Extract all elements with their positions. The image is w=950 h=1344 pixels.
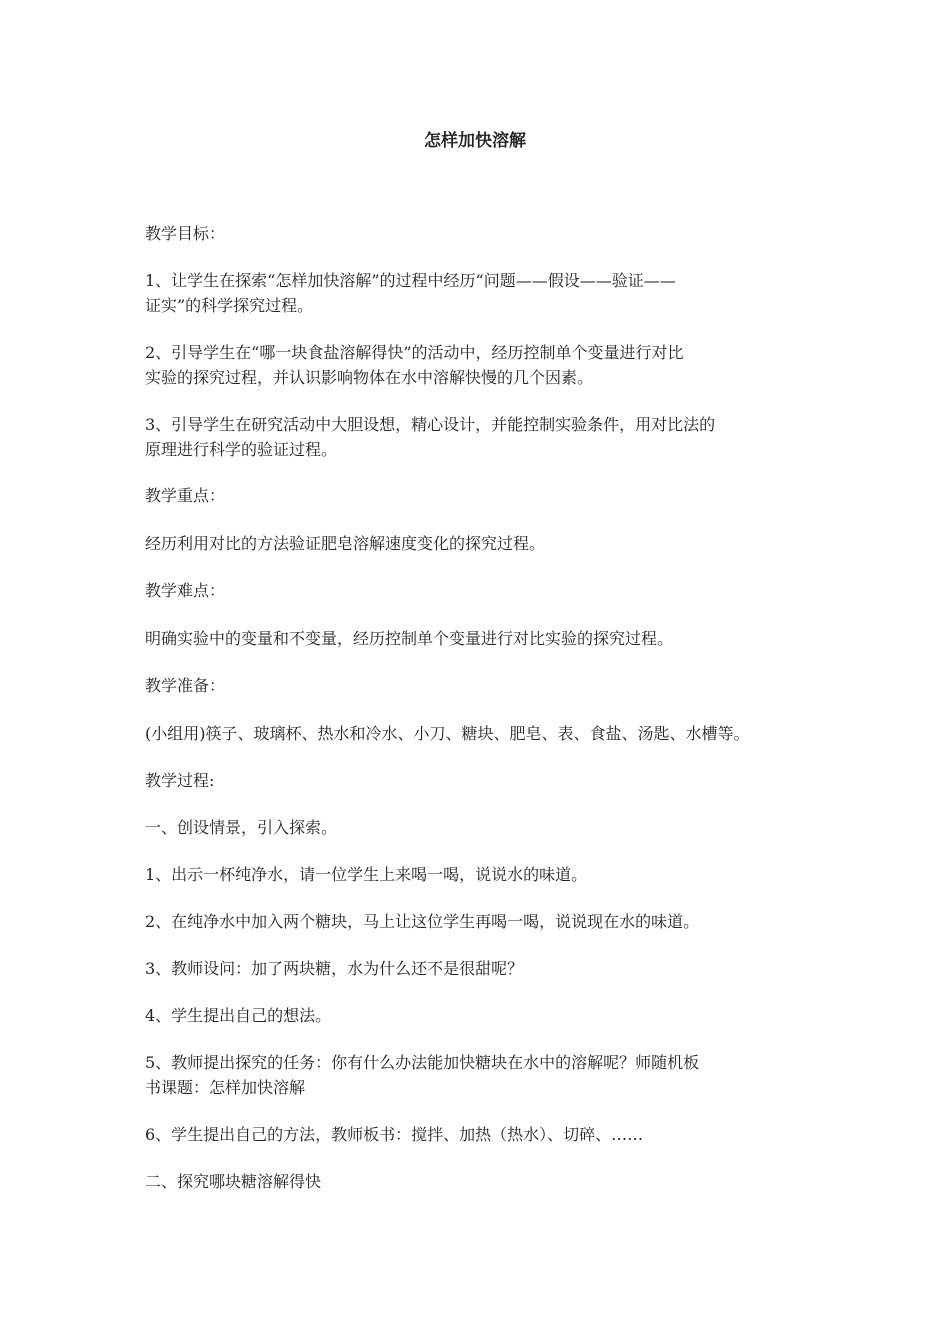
text-line: 实验的探究过程，并认识影响物体在水中溶解快慢的几个因素。	[145, 368, 594, 387]
text-line: 3、引导学生在研究活动中大胆设想，精心设计，并能控制实验条件，用对比法的	[145, 415, 716, 434]
paragraph-step-3	[145, 956, 815, 981]
paragraph-step-1	[145, 862, 815, 887]
text-line: 2、引导学生在“哪一块食盐溶解得快”的活动中，经历控制单个变量进行对比	[145, 343, 684, 362]
paragraph-objective-3	[145, 412, 815, 462]
text-line: 教学重点：	[145, 486, 226, 505]
paragraph-preparation-heading	[145, 673, 815, 698]
document-title: 怎样加快溶解	[424, 131, 526, 151]
text-line: 书课题：怎样加快溶解	[145, 1078, 306, 1097]
text-line: 1、让学生在探索“怎样加快溶解”的过程中经历“问题——假设——验证——	[145, 271, 676, 290]
text-line: 3、教师设问：加了两块糖，水为什么还不是很甜呢？	[145, 959, 524, 978]
text-line: 4、学生提出自己的想法。	[145, 1006, 332, 1025]
paragraph-step-4	[145, 1003, 815, 1028]
paragraph-objective-2	[145, 340, 815, 390]
text-line: 明确实验中的变量和不变量，经历控制单个变量进行对比实验的探究过程。	[145, 629, 674, 648]
text-line: 原理进行科学的验证过程。	[145, 440, 338, 459]
paragraph-difficulty	[145, 626, 815, 651]
text-line: 二、探究哪块糖溶解得快	[145, 1172, 322, 1191]
paragraph-difficulty-heading	[145, 578, 815, 603]
paragraph-key-points	[145, 531, 815, 556]
text-line: 经历利用对比的方法验证肥皂溶解速度变化的探究过程。	[145, 534, 546, 553]
paragraph-step-6	[145, 1122, 815, 1147]
paragraph-step-5	[145, 1050, 815, 1100]
text-line: (小组用)筷子、玻璃杯、热水和冷水、小刀、糖块、肥皂、表、食盐、汤匙、水槽等。	[145, 724, 750, 743]
text-line: 1、出示一杯纯净水，请一位学生上来喝一喝，说说水的味道。	[145, 865, 588, 884]
text-line: 证实”的科学探究过程。	[145, 296, 314, 315]
text-line: 2、在纯净水中加入两个糖块，马上让这位学生再喝一喝，说说现在水的味道。	[145, 912, 700, 931]
paragraph-process-heading	[145, 768, 815, 793]
text-line: 6、学生提出自己的方法，教师板书：搅拌、加热（热水）、切碎、……	[145, 1125, 644, 1144]
text-line: 一、创设情景，引入探索。	[145, 818, 338, 837]
text-line: 教学目标：	[145, 224, 226, 243]
paragraph-section-2	[145, 1169, 815, 1194]
paragraph-section-1	[145, 815, 815, 840]
paragraph-key-points-heading	[145, 483, 815, 508]
paragraph-step-2	[145, 909, 815, 934]
text-line: 教学过程:	[145, 771, 215, 790]
text-line: 教学难点：	[145, 581, 226, 600]
paragraph-objective-1	[145, 268, 815, 318]
paragraph-preparation	[145, 721, 815, 746]
paragraph-objectives-heading	[145, 221, 815, 246]
text-line: 5、教师提出探究的任务：你有什么办法能加快糖块在水中的溶解呢？师随机板	[145, 1053, 700, 1072]
text-line: 教学准备：	[145, 676, 226, 695]
